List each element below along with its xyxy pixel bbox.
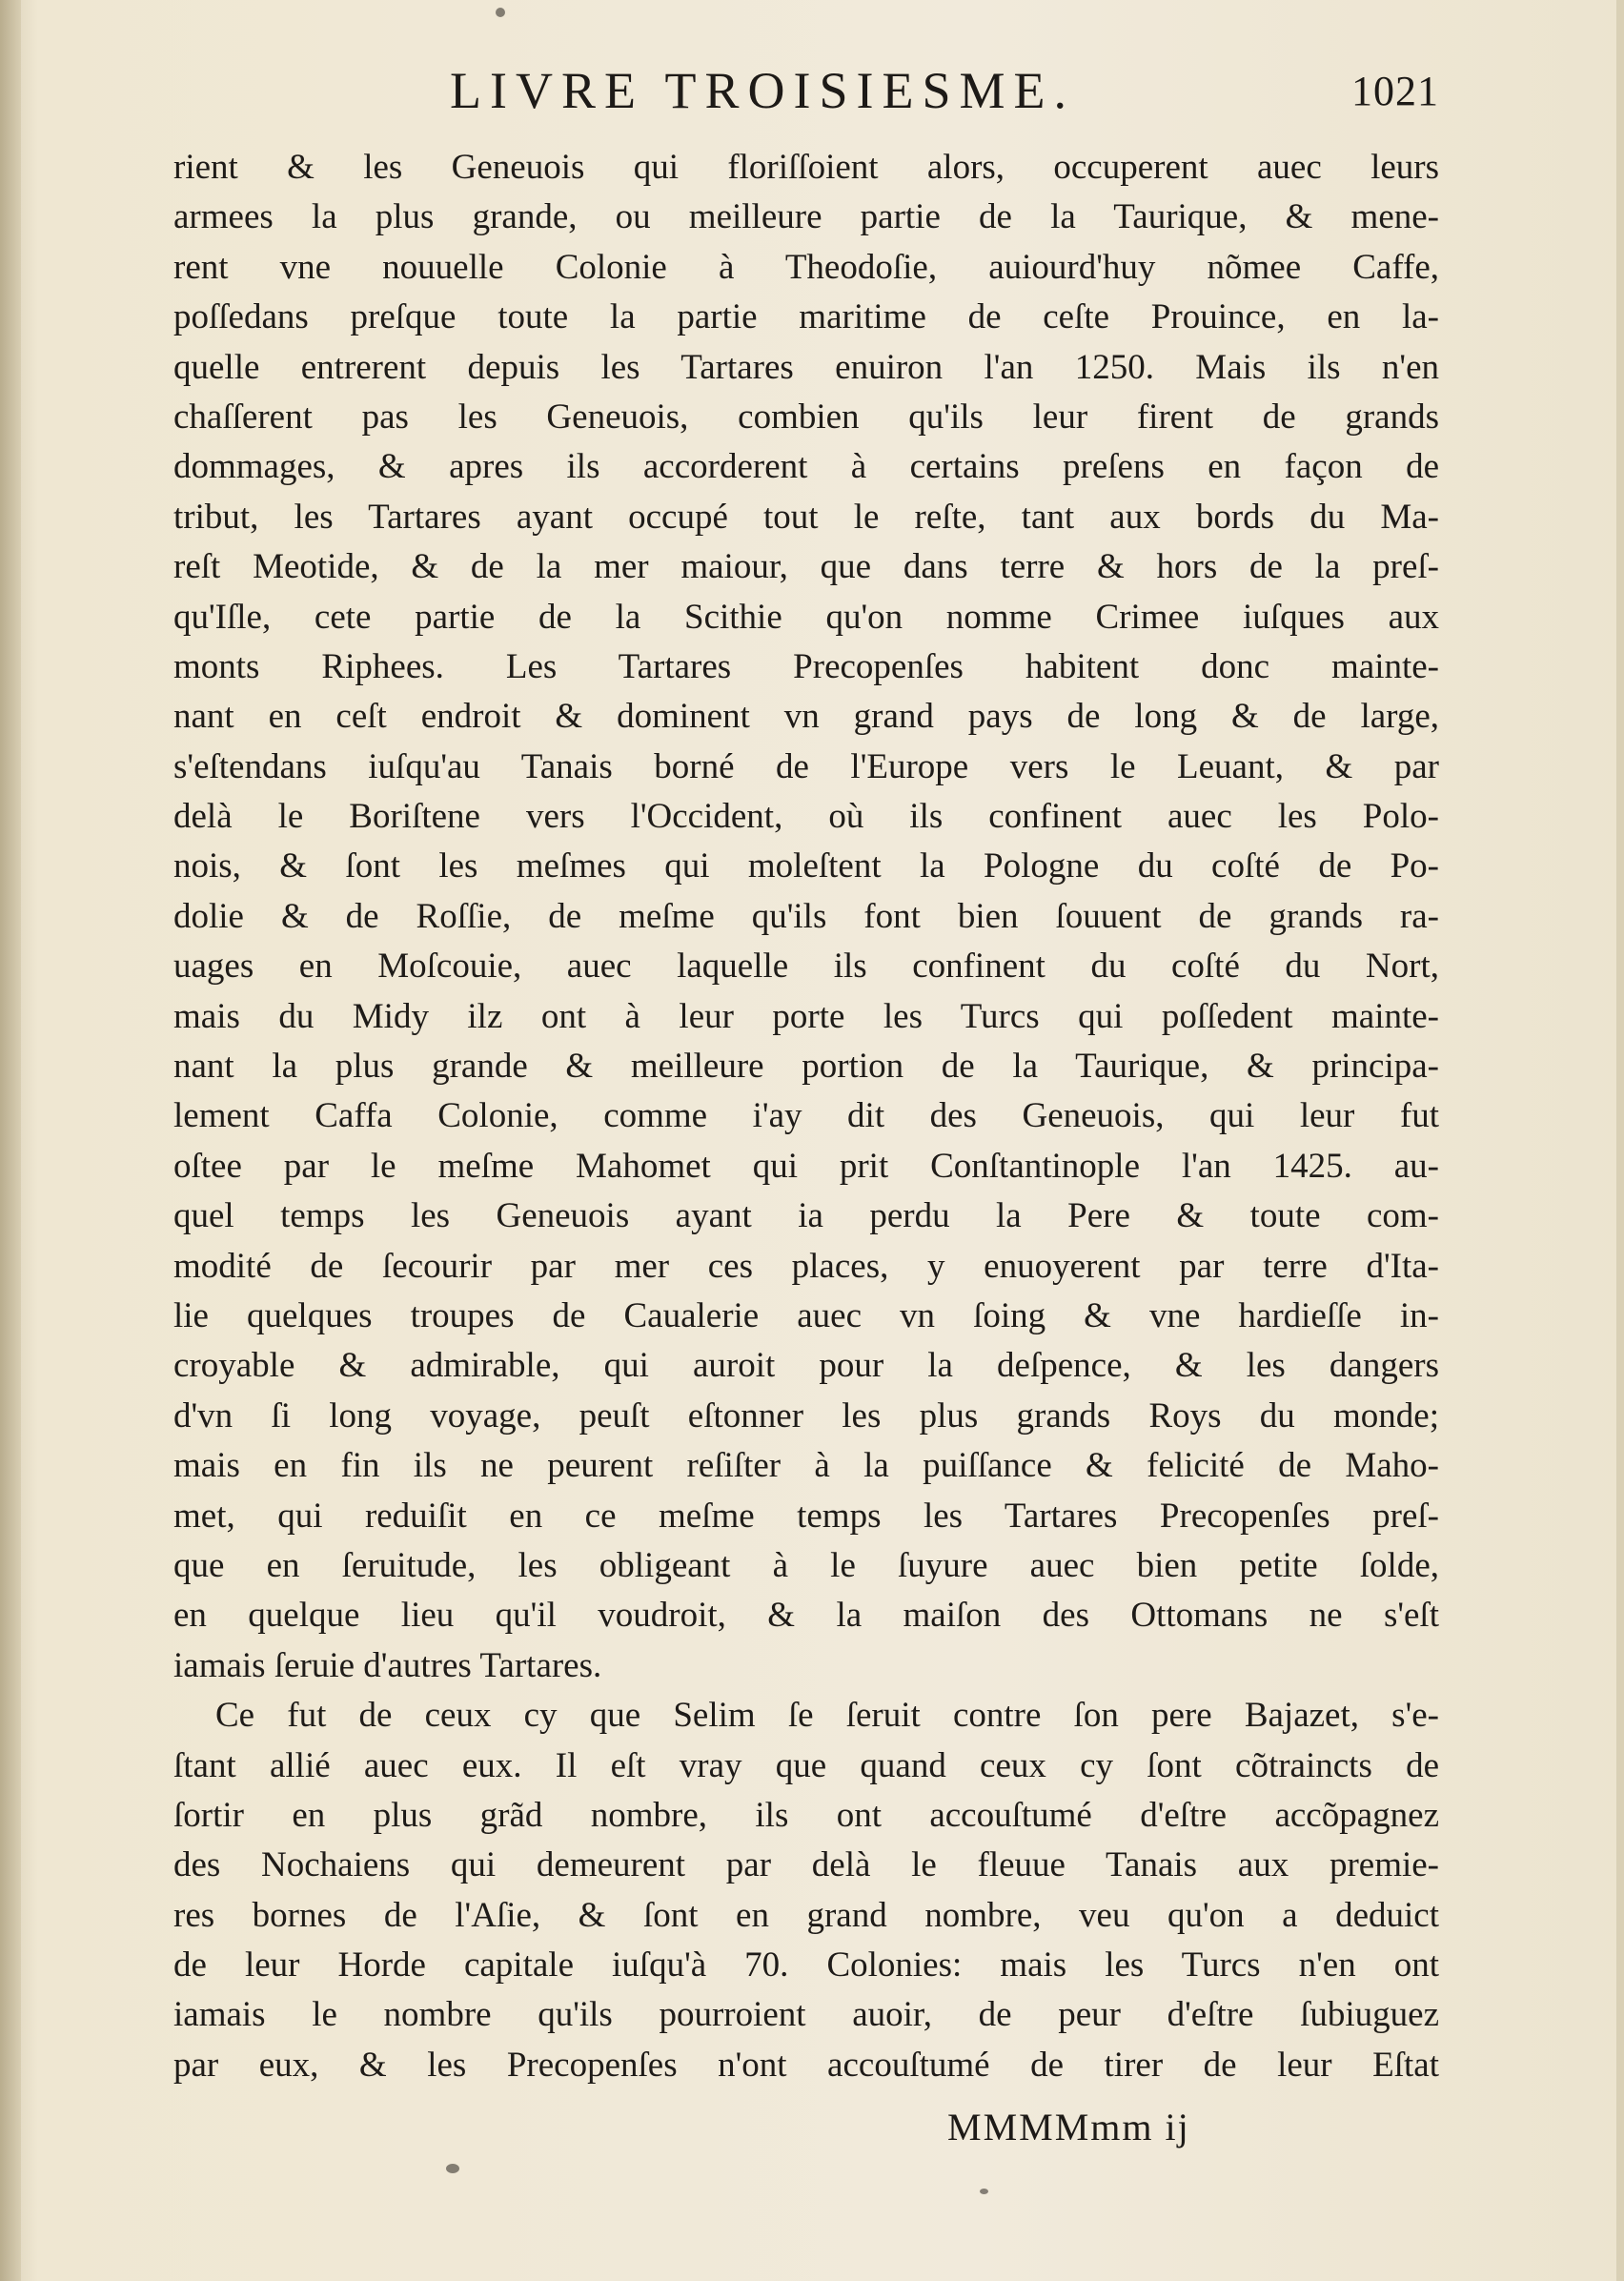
text-line: mais en fin ils ne peurent reſiſter à la puiſſance & felicité de Maho- xyxy=(173,1446,1439,1486)
running-head xyxy=(173,61,1439,128)
page-number: 1021 xyxy=(1351,68,1439,114)
text-line: que en ſeruitude, les obligeant à le ſuyure auec bien petite ſolde, xyxy=(173,1545,1439,1585)
text-line: monts Riphees. Les Tartares Precopenſes habitent donc mainte- xyxy=(173,646,1439,686)
text-line: rent vne nouuelle Colonie à Theodoſie, auiourd'huy nõmee Caffe, xyxy=(173,247,1439,287)
running-head-title: LIVRE TROISIESME. xyxy=(450,62,1076,119)
text-line: de leur Horde capitale iuſqu'à 70. Colonies: mais les Turcs n'en ont xyxy=(173,1945,1439,1986)
paragraph-end-line: iamais ſeruie d'autres Tartares. xyxy=(173,1645,602,1685)
text-line: rient & les Geneuois qui floriſſoient alors, occuperent auec leurs xyxy=(173,148,1439,187)
text-line: oſtee par le meſme Mahomet qui prit Conſtantinople l'an 1425. au- xyxy=(173,1146,1439,1186)
text-line: res bornes de l'Aſie, & ſont en grand nombre, veu qu'on a deduict xyxy=(173,1895,1439,1935)
text-line: d'vn ſi long voyage, peuſt eſtonner les plus grands Roys du monde; xyxy=(173,1395,1439,1436)
text-line: poſſedans preſque toute la partie maritime de ceſte Prouince, en la- xyxy=(173,297,1439,337)
ink-speck xyxy=(446,2164,459,2173)
paragraph-start-line: Ce fut de ceux cy que Selim ſe ſeruit contre ſon pere Bajazet, s'e- xyxy=(215,1696,1439,1736)
text-line: quel temps les Geneuois ayant ia perdu la Pere & toute com- xyxy=(173,1196,1439,1236)
binding-edge xyxy=(0,0,21,2281)
text-line: ſortir en plus grãd nombre, ils ont accouſtumé d'eſtre accõpagnez xyxy=(173,1795,1439,1835)
ink-speck xyxy=(980,2189,988,2194)
text-line: par eux, & les Precopenſes n'ont accouſtumé de tirer de leur Eſtat xyxy=(173,2045,1439,2085)
text-line: croyable & admirable, qui auroit pour la deſpence, & les dangers xyxy=(173,1346,1439,1386)
text-line: armees la plus grande, ou meilleure partie de la Taurique, & mene- xyxy=(173,197,1439,237)
text-line: nant la plus grande & meilleure portion de la Taurique, & principa- xyxy=(173,1047,1439,1087)
text-line: en quelque lieu qu'il voudroit, & la maiſon des Ottomans ne s'eſt xyxy=(173,1596,1439,1636)
text-line: tribut, les Tartares ayant occupé tout le reſte, tant aux bords du Ma- xyxy=(173,497,1439,537)
signature-mark: MMMMmm ij xyxy=(947,2106,1190,2149)
text-line: met, qui reduiſit en ce meſme temps les Tartares Precopenſes preſ- xyxy=(173,1496,1439,1536)
text-line: des Nochaiens qui demeurent par delà le fleuue Tanais aux premie- xyxy=(173,1845,1439,1885)
text-line: uages en Moſcouie, auec laquelle ils confinent du coſté du Nort, xyxy=(173,947,1439,987)
text-line: qu'Iſle, cete partie de la Scithie qu'on nomme Crimee iuſques aux xyxy=(173,597,1439,637)
text-line: lement Caffa Colonie, comme i'ay dit des Geneuois, qui leur fut xyxy=(173,1096,1439,1136)
text-line: chaſſerent pas les Geneuois, combien qu'ils leur firent de grands xyxy=(173,397,1439,437)
text-line: mais du Midy ilz ont à leur porte les Turcs qui poſſedent mainte- xyxy=(173,996,1439,1036)
text-line: s'eſtendans iuſqu'au Tanais borné de l'Europe vers le Leuant, & par xyxy=(173,746,1439,786)
text-line: delà le Boriſtene vers l'Occident, où ils confinent auec les Polo- xyxy=(173,797,1439,837)
text-line: dommages, & apres ils accorderent à certains preſens en façon de xyxy=(173,447,1439,487)
text-line: iamais le nombre qu'ils pourroient auoir, de peur d'eſtre ſubiuguez xyxy=(173,1995,1439,2035)
text-line: lie quelques troupes de Caualerie auec vn ſoing & vne hardieſſe in- xyxy=(173,1295,1439,1335)
text-line: ſtant allié auec eux. Il eſt vray que quand ceux cy ſont cõtraincts de xyxy=(173,1745,1439,1785)
page-edge xyxy=(1616,0,1624,2281)
ink-speck xyxy=(496,8,505,17)
body-text xyxy=(173,143,1439,2090)
text-line: nois, & ſont les meſmes qui moleſtent la Pologne du coſté de Po- xyxy=(173,846,1439,886)
text-line: nant en ceſt endroit & dominent vn grand pays de long & de large, xyxy=(173,697,1439,737)
text-line: quelle entrerent depuis les Tartares enuiron l'an 1250. Mais ils n'en xyxy=(173,347,1439,387)
text-line: modité de ſecourir par mer ces places, y enuoyerent par terre d'Ita- xyxy=(173,1246,1439,1286)
text-line: dolie & de Roſſie, de meſme qu'ils font bien ſouuent de grands ra- xyxy=(173,896,1439,936)
text-line: reſt Meotide, & de la mer maiour, que dans terre & hors de la preſ- xyxy=(173,547,1439,587)
